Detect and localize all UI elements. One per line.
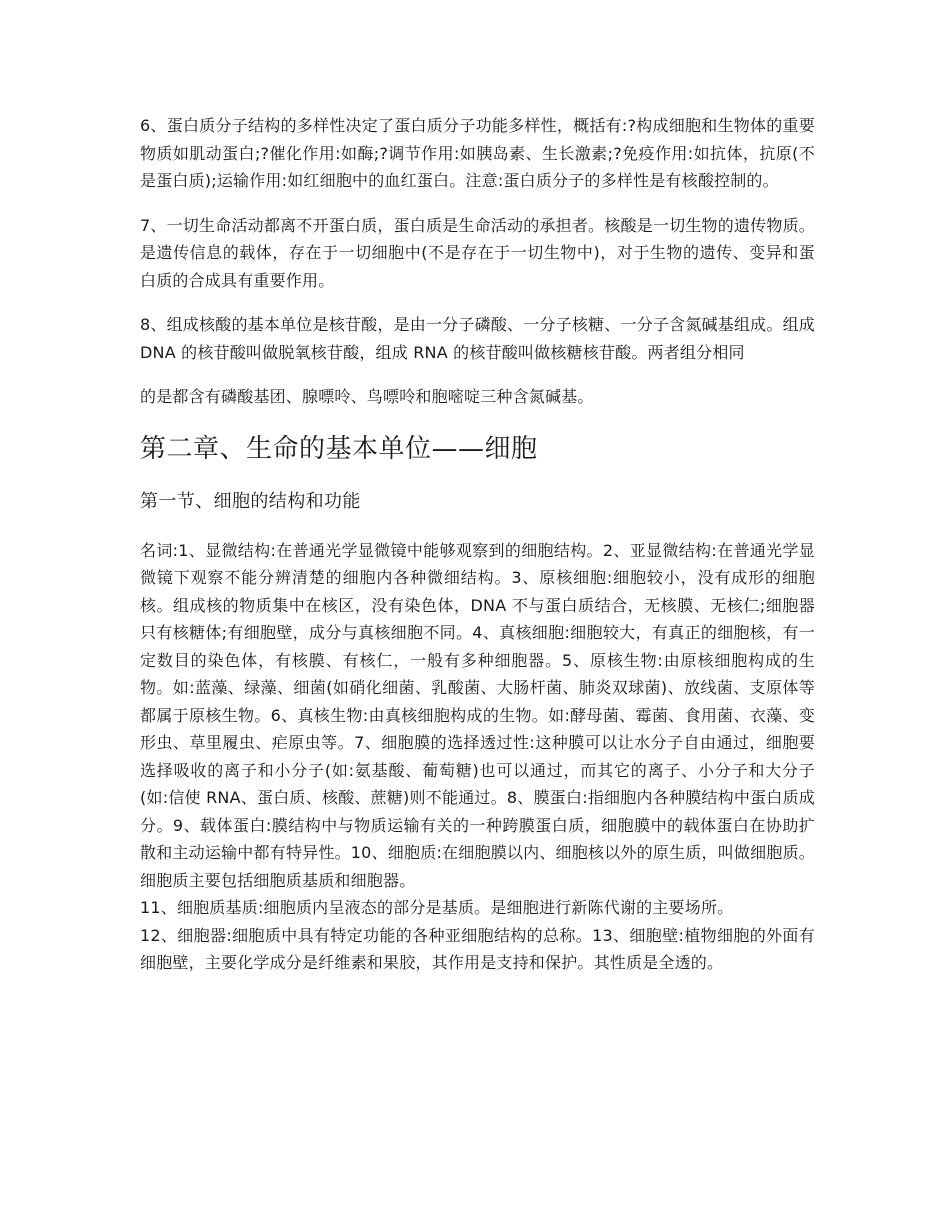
definitions-paragraph-2: 11、细胞质基质:细胞质内呈液态的部分是基质。是细胞进行新陈代谢的主要场所。 <box>140 898 734 917</box>
section-title: 第一节、细胞的结构和功能 <box>140 490 361 512</box>
paragraph-protein-function: 6、蛋白质分子结构的多样性决定了蛋白质分子功能多样性，概括有:?构成细胞和生物体的重要物质如肌动蛋白;?催化作用:如酶;?调节作用:如胰岛素、生长激素;?免疫作用:如抗体，抗原(不是蛋白质);运输作用:如红细胞中的血红蛋白。注意:蛋白质分子的多样性是有核酸控制的。 <box>140 116 815 190</box>
definitions-paragraph-1: 名词:1、显微结构:在普通光学显微镜中能够观察到的细胞结构。2、亚显微结构:在普通光学显微镜下观察不能分辨清楚的细胞内各种微细结构。3、原核细胞:细胞较小，没有成形的细胞核。组成核的物质集中在核区，没有染色体，DNA 不与蛋白质结合，无核膜、无核仁;细胞器只有核糖体;有细胞壁，成分与真核细胞不同。4、真核细胞:细胞较大，有真正的细胞核，有一定数目的染色体，有核膜、有核仁，一般有多种细胞器。5、原核生物:由原核细胞构成的生物。如:蓝藻、绿藻、细菌(如硝化细菌、乳酸菌、大肠杆菌、肺炎双球菌)、放线菌、支原体等都属于原核生物。6、真核生物:由真核细胞构成的生物。如:酵母菌、霉菌、食用菌、衣藻、变形虫、草里履虫、疟原虫等。7、细胞膜的选择透过性:这种膜可以让水分子自由通过，细胞要选择吸收的离子和小分子(如:氨基酸、葡萄糖)也可以通过，而其它的离子、小分子和大分子(如:信使 RNA、蛋白质、核酸、蔗糖)则不能通过。8、膜蛋白:指细胞内各种膜结构中蛋白质成分。9、载体蛋白:膜结构中与物质运输有关的一种跨膜蛋白质，细胞膜中的载体蛋白在协助扩散和主动运输中都有特异性。10、细胞质:在细胞膜以内、细胞核以外的原生质，叫做细胞质。细胞质主要包括细胞质基质和细胞器。 <box>140 540 815 890</box>
paragraph-nucleotide-composition: 8、组成核酸的基本单位是核苷酸，是由一分子磷酸、一分子核糖、一分子含氮碱基组成。组成 DNA 的核苷酸叫做脱氧核苷酸，组成 RNA 的核苷酸叫做核糖核苷酸。两者组分相同 <box>140 315 815 362</box>
document-page <box>140 112 815 977</box>
definitions-paragraph-3: 12、细胞器:细胞质中具有特定功能的各种亚细胞结构的总称。13、细胞壁:植物细胞的外面有细胞壁，主要化学成分是纤维素和果胶，其作用是支持和保护。其性质是全透的。 <box>140 925 815 972</box>
paragraph-nucleic-acid-role: 7、一切生命活动都离不开蛋白质，蛋白质是生命活动的承担者。核酸是一切生物的遗传物质。是遗传信息的载体，存在于一切细胞中(不是存在于一切生物中)，对于生物的遗传、变异和蛋白质的合成具有重要作用。 <box>140 215 815 290</box>
definitions-block <box>140 537 815 977</box>
paragraph-nucleotide-continuation: 的是都含有磷酸基团、腺嘌呤、鸟嘌呤和胞嘧啶三种含氮碱基。 <box>140 387 594 406</box>
chapter-title: 第二章、生命的基本单位——细胞 <box>140 433 538 464</box>
